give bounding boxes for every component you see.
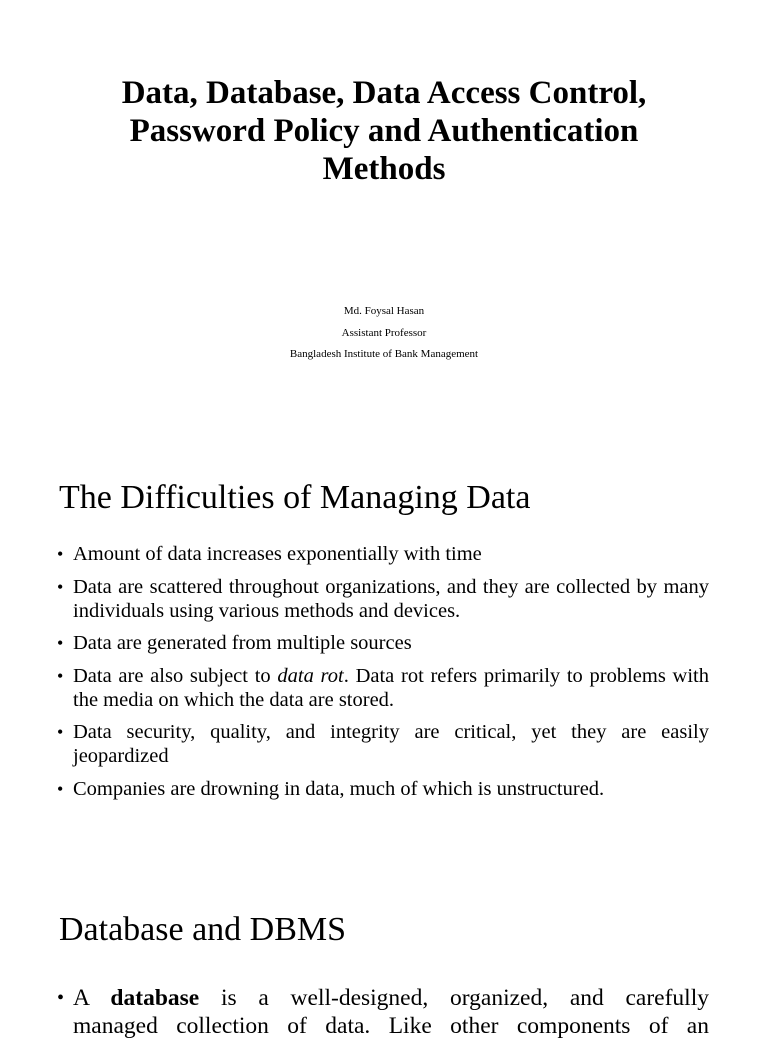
- title-slide: [0, 0, 768, 440]
- bullet-item: [57, 664, 709, 712]
- bullet-line: [73, 984, 709, 1012]
- bullet-item: • Data are scattered throughout organizations, and they are collected by many individuals using various methods and devices.: [57, 575, 709, 623]
- database-bullet-list: [57, 984, 709, 1049]
- bullet-text: A: [73, 985, 111, 1011]
- bullet-text: Data are also subject to: [73, 664, 278, 687]
- bullet-text: . Data rot refers primarily to problems with the media on which the data are stored.: [73, 664, 709, 711]
- author-block: [0, 301, 768, 366]
- bullet-item: • Data are generated from multiple sources: [57, 631, 709, 655]
- database-heading: Database and DBMS: [59, 911, 347, 948]
- deck-title-line-1: Data, Database, Data Access Control,: [121, 75, 647, 111]
- bullet-item: [57, 984, 709, 1040]
- author-position: Assistant Professor: [341, 326, 427, 339]
- deck-title-line-2: Password Policy and Authentication: [129, 113, 639, 149]
- bullet-line: managed collection of data. Like other components of an: [73, 1013, 709, 1039]
- author-institution: Bangladesh Institute of Bank Management: [289, 348, 479, 360]
- deck-title: [60, 74, 708, 188]
- bullet-text: is a well-designed, organized, and carefully: [199, 985, 709, 1011]
- difficulties-bullet-list: [57, 542, 709, 809]
- bullet-item: • Companies are drowning in data, much of which is unstructured.: [57, 777, 709, 801]
- emphasis-term: data rot: [277, 664, 344, 687]
- bullet-item: • Amount of data increases exponentially with time: [57, 542, 709, 566]
- bullet-item: • Data security, quality, and integrity are critical, yet they are easily jeopardized: [57, 720, 709, 768]
- bold-term: database: [110, 985, 200, 1011]
- deck-title-line-3: Methods: [322, 151, 446, 187]
- difficulties-heading: The Difficulties of Managing Data: [59, 479, 531, 516]
- author-name: Md. Foysal Hasan: [343, 305, 425, 317]
